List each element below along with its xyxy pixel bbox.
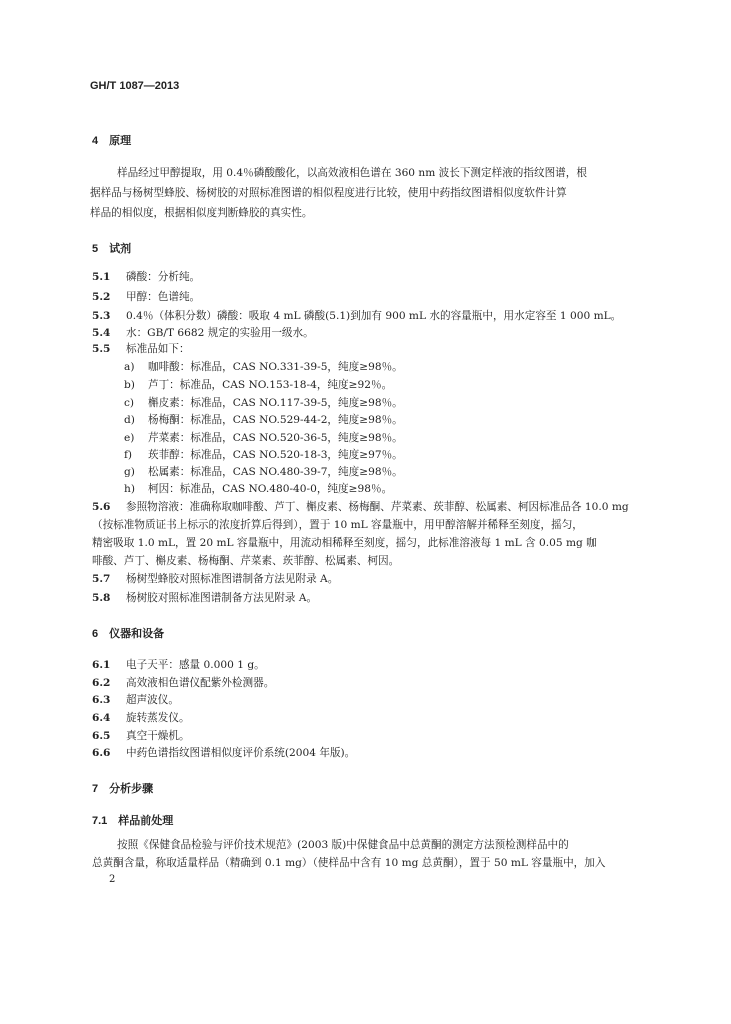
item-text: 真空干燥机。 bbox=[126, 730, 190, 742]
item-text: 高效液相色谱仪配紫外检测器。 bbox=[126, 677, 275, 689]
section-6-title: 6 仪器和设备 bbox=[92, 628, 165, 640]
list-item: 芹菜素：标准品，CAS NO.520-36-5，纯度≥98％。 bbox=[148, 432, 403, 444]
list-item: 槲皮素：标准品，CAS NO.117-39-5，纯度≥98％。 bbox=[148, 397, 403, 409]
section-7-line-2: 总黄酮含量，称取适量样品（精确到 0.1 mg）（使样品中含有 10 mg 总黄酮），置于 50 mL 容量瓶中，加入 bbox=[92, 857, 606, 869]
item-number: 5.4 bbox=[92, 327, 111, 339]
item-text: 啡酸、芦丁、槲皮素、杨梅酮、芹菜素、莰菲醇、松属素、柯因。 bbox=[92, 555, 400, 567]
item-text: 超声波仪。 bbox=[126, 694, 179, 706]
item-text: 磷酸：分析纯。 bbox=[126, 271, 201, 283]
item-text: 杨树胶对照标准图谱制备方法见附录 A。 bbox=[126, 592, 318, 604]
list-marker: c) bbox=[124, 397, 135, 409]
section-4-line-3: 样品的相似度，根据相似度判断蜂胶的真实性。 bbox=[90, 207, 313, 219]
item-number: 5.5 bbox=[92, 343, 111, 355]
list-item: 松属素：标准品，CAS NO.480-39-7，纯度≥98％。 bbox=[148, 466, 403, 478]
item-text: 水：GB/T 6682 规定的实验用一级水。 bbox=[126, 327, 314, 339]
list-marker: g) bbox=[124, 466, 135, 478]
item-number: 6.4 bbox=[92, 712, 111, 724]
item-number: 5.1 bbox=[92, 271, 111, 283]
item-number: 5.8 bbox=[92, 592, 111, 604]
item-text: 参照物溶液：准确称取咖啡酸、芦丁、槲皮素、杨梅酮、芹菜素、莰菲醇、松属素、柯因标准品各 10.0 mg bbox=[126, 501, 629, 513]
document-header: GH/T 1087—2013 bbox=[90, 80, 180, 92]
section-7-title: 7 分析步骤 bbox=[92, 783, 154, 795]
subsection-7-1-title: 7.1 样品前处理 bbox=[92, 815, 174, 827]
item-text: （按标准物质证书上标示的浓度折算后得到），置于 10 mL 容量瓶中，用甲醇溶解并稀释至刻度，摇匀， bbox=[92, 519, 583, 531]
list-marker: b) bbox=[124, 379, 135, 391]
list-marker: f) bbox=[124, 449, 133, 461]
section-4-line-1: 样品经过甲醇提取，用 0.4％磷酸酸化，以高效液相色谱在 360 nm 波长下测定样液的指纹图谱，根 bbox=[117, 167, 587, 179]
item-number: 5.2 bbox=[92, 291, 111, 303]
item-number: 6.1 bbox=[92, 659, 111, 671]
item-number: 5.3 bbox=[92, 310, 111, 322]
section-5-title: 5 试剂 bbox=[92, 243, 132, 255]
list-item: 咖啡酸：标准品，CAS NO.331-39-5，纯度≥98％。 bbox=[148, 361, 403, 373]
list-marker: d) bbox=[124, 414, 135, 426]
list-item: 莰菲醇：标准品，CAS NO.520-18-3，纯度≥97％。 bbox=[148, 449, 403, 461]
section-4-line-2: 据样品与杨树型蜂胶、杨树胶的对照标准图谱的相似程度进行比较，使用中药指纹图谱相似度软件计算 bbox=[90, 187, 567, 199]
item-text: 中药色谱指纹图谱相似度评价系统(2004 年版)。 bbox=[126, 747, 356, 759]
item-number: 6.2 bbox=[92, 677, 111, 689]
item-text: 甲醇：色谱纯。 bbox=[126, 291, 201, 303]
item-text: 电子天平：感量 0.000 1 g。 bbox=[126, 659, 265, 671]
page-number: 2 bbox=[109, 874, 116, 885]
item-number: 5.7 bbox=[92, 573, 111, 585]
list-item: 杨梅酮：标准品，CAS NO.529-44-2，纯度≥98％。 bbox=[148, 414, 403, 426]
item-text: 标准品如下： bbox=[126, 343, 190, 355]
item-text: 旋转蒸发仪。 bbox=[126, 712, 190, 724]
list-marker: a) bbox=[124, 361, 135, 373]
section-7-line-1: 按照《保健食品检验与评价技术规范》(2003 版)中保健食品中总黄酮的测定方法预检测样品中的 bbox=[117, 839, 569, 851]
item-number: 6.3 bbox=[92, 694, 111, 706]
list-item: 芦丁：标准品，CAS NO.153-18-4，纯度≥92％。 bbox=[148, 379, 393, 391]
item-number: 6.6 bbox=[92, 747, 111, 759]
list-item: 柯因：标准品，CAS NO.480-40-0，纯度≥98％。 bbox=[148, 483, 393, 495]
list-marker: e) bbox=[124, 432, 135, 444]
item-text: 精密吸取 1.0 mL，置 20 mL 容量瓶中，用流动相稀释至刻度，摇匀，此标准溶液每 1 mL 含 0.05 mg 咖 bbox=[92, 537, 597, 549]
section-4-title: 4 原理 bbox=[92, 135, 132, 147]
item-text: 杨树型蜂胶对照标准图谱制备方法见附录 A。 bbox=[126, 573, 339, 585]
item-number: 5.6 bbox=[92, 501, 111, 513]
list-marker: h) bbox=[124, 483, 135, 495]
item-text: 0.4％（体积分数）磷酸：吸取 4 mL 磷酸(5.1)到加有 900 mL 水的容量瓶中，用水定容至 1 000 mL。 bbox=[126, 310, 622, 322]
item-number: 6.5 bbox=[92, 730, 111, 742]
